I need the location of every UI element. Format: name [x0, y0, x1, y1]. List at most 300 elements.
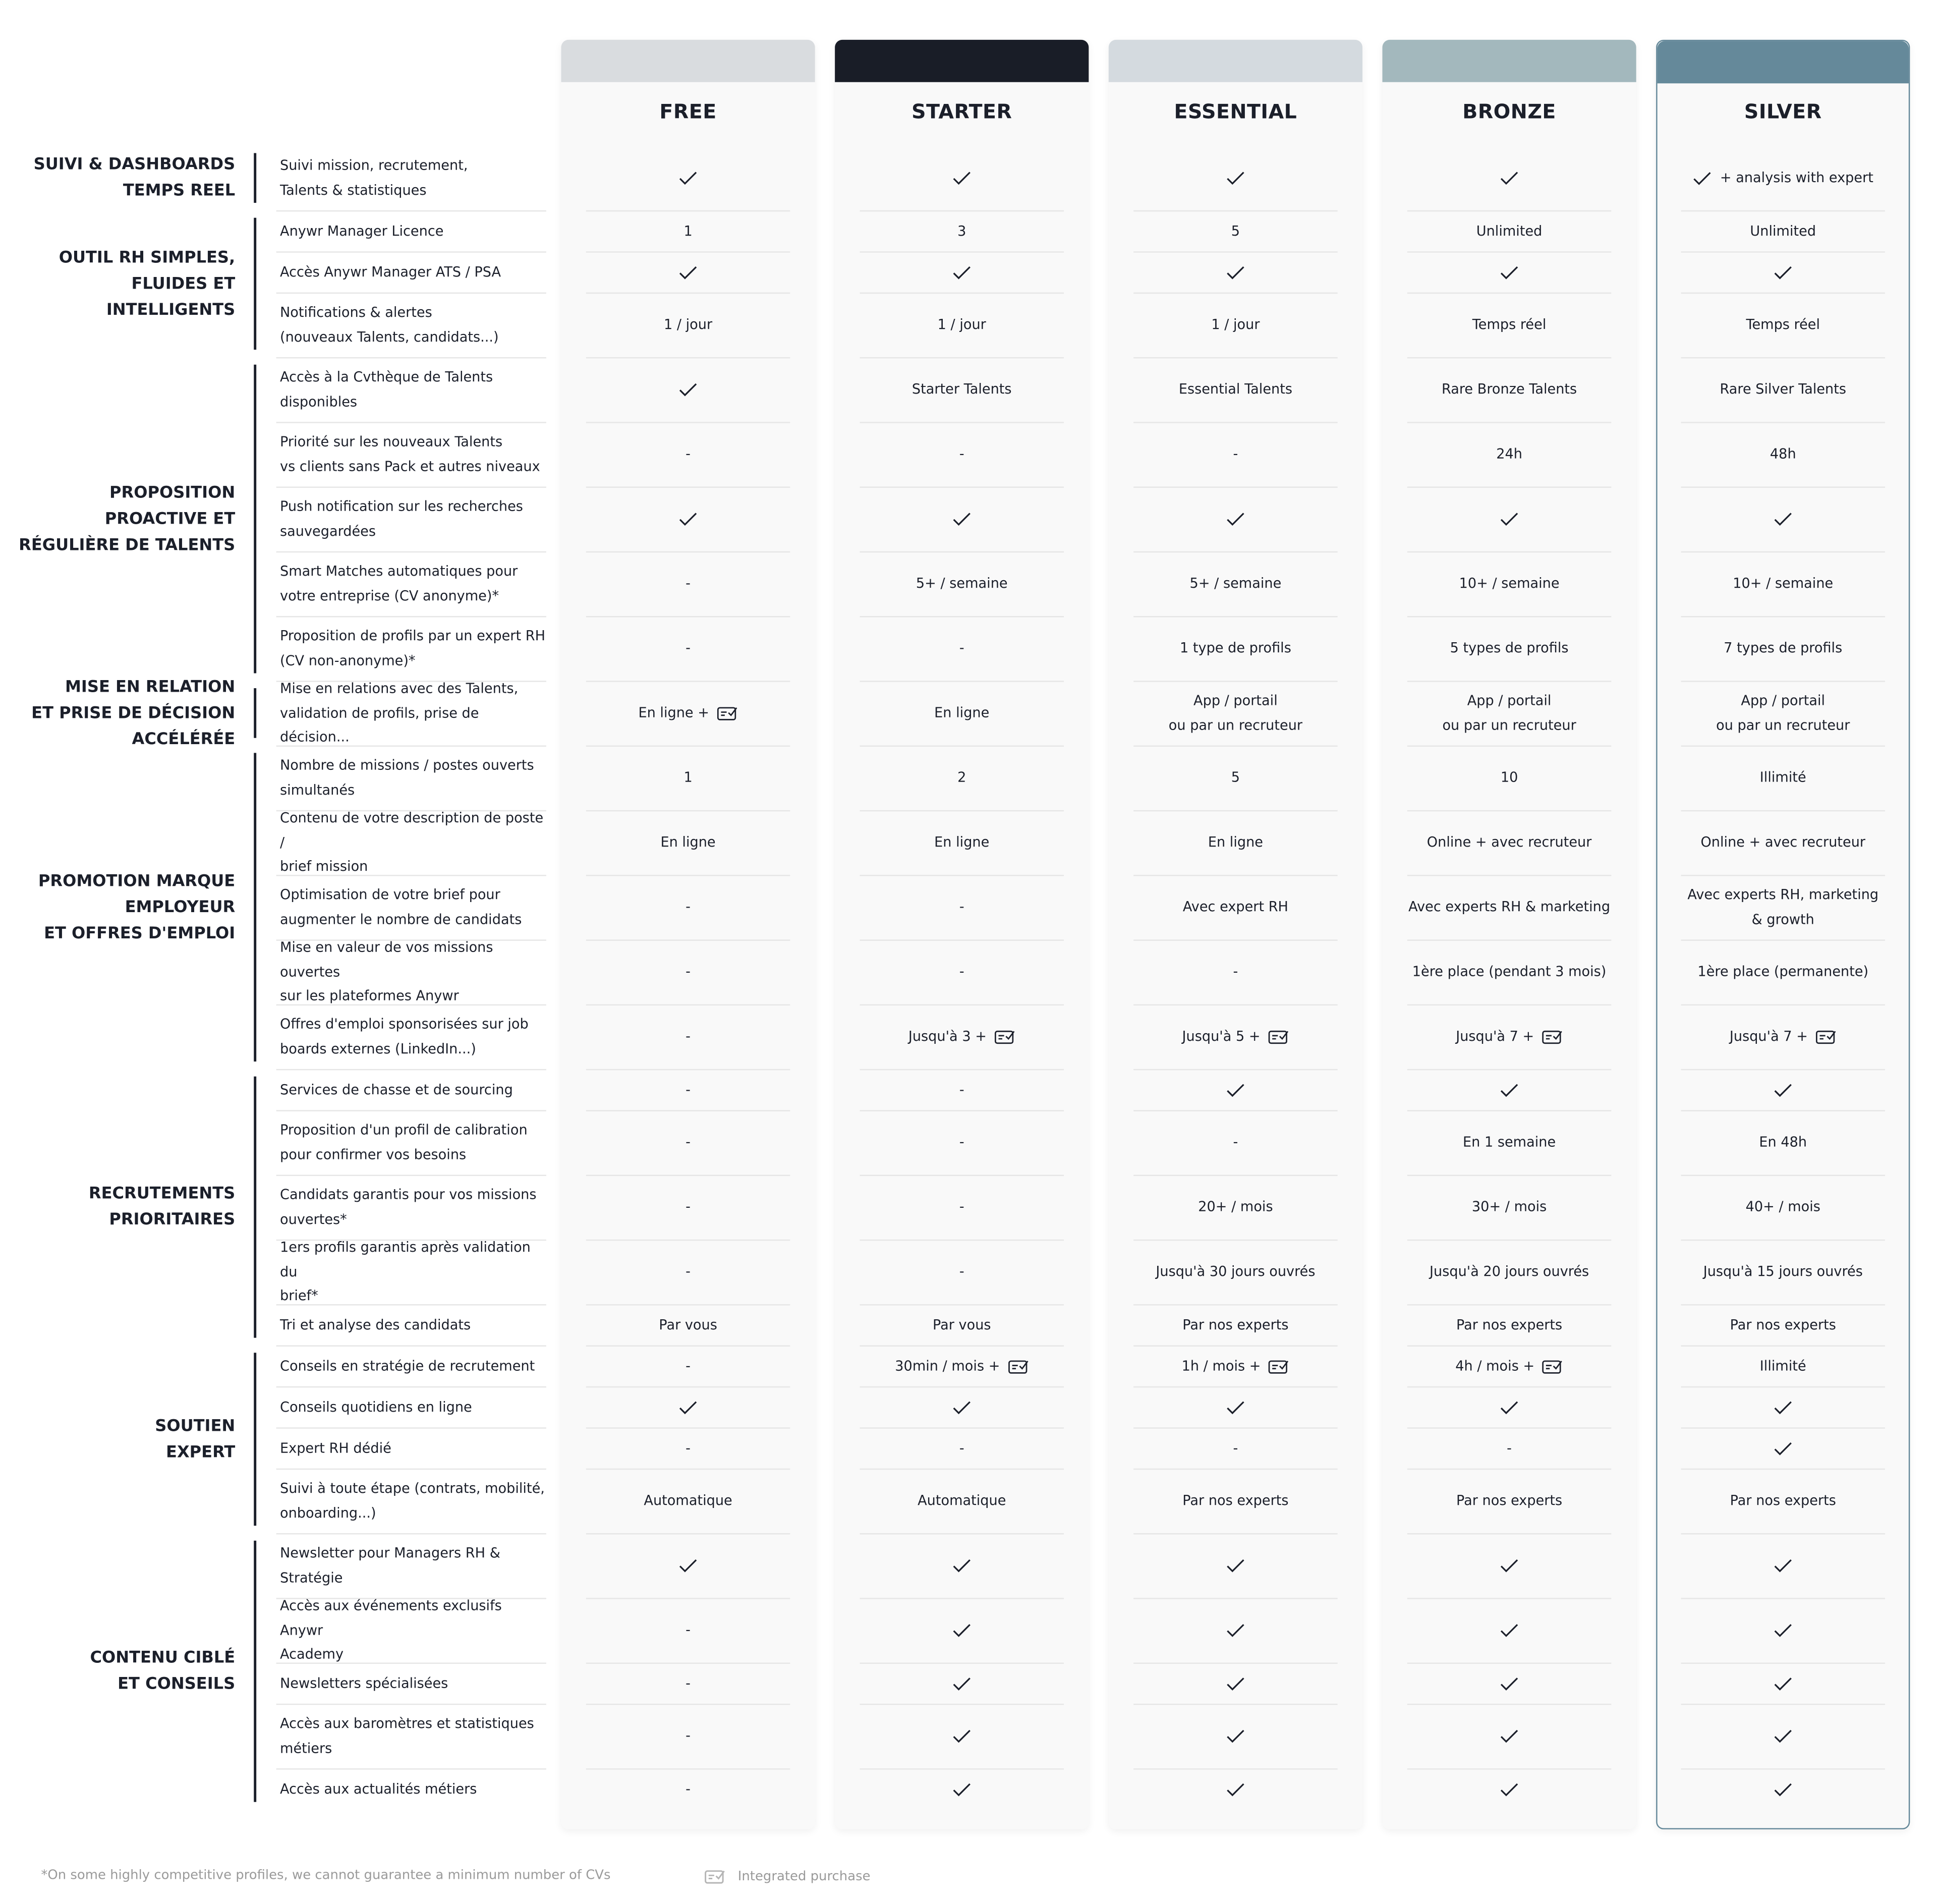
row-divider — [1133, 1346, 1338, 1347]
row-divider — [1407, 810, 1612, 811]
row-divider — [860, 1069, 1064, 1070]
cell-value: 4h / mois + — [1455, 1357, 1535, 1374]
row-divider — [276, 210, 546, 211]
feature-label: Accès aux événements exclusifs Anywr Academy — [280, 1597, 502, 1662]
row-divider — [586, 939, 790, 940]
row-divider — [1681, 1346, 1886, 1347]
plan-header-bar — [1658, 41, 1909, 83]
check-icon — [1773, 1558, 1793, 1573]
cell-value: - — [686, 1357, 691, 1374]
row-divider — [1133, 616, 1338, 617]
cell-value: Jusqu'à 3 + — [908, 1028, 987, 1045]
cell-essential — [1109, 766, 1362, 790]
row-divider — [1681, 486, 1886, 487]
row-divider — [1407, 1469, 1612, 1470]
cell-bronze — [1383, 1130, 1636, 1154]
cell-free — [561, 701, 815, 725]
cell-free — [561, 895, 815, 919]
plan-title-bronze: BRONZE — [1462, 99, 1556, 124]
check-icon — [1499, 1623, 1519, 1638]
cell-value: - — [686, 445, 691, 462]
group-label: RECRUTEMENTS PRIORITAIRES — [88, 1185, 236, 1230]
cell-value: Temps réel — [1746, 316, 1820, 333]
cell-value: - — [1233, 963, 1238, 980]
cell-starter — [835, 1130, 1089, 1154]
feature-label: Proposition de profils par un expert RH (CV non-anonyme)* — [280, 628, 545, 668]
cell-value: Rare Bronze Talents — [1441, 381, 1577, 398]
cell-value: - — [686, 1081, 691, 1098]
legend-label: Integrated purchase — [737, 1868, 871, 1884]
cell-value: - — [686, 1621, 691, 1638]
cell-value: - — [959, 1263, 964, 1280]
cell-silver — [1656, 766, 1910, 790]
cell-value: 20+ / mois — [1198, 1199, 1273, 1215]
cell-silver — [1656, 166, 1910, 190]
feature-label: Smart Matches automatiques pour votre entreprise (CV anonyme)* — [280, 563, 518, 604]
row-divider — [586, 293, 790, 294]
cell-value: Par vous — [932, 1316, 991, 1333]
row-divider — [860, 616, 1064, 617]
cell-value: - — [686, 1263, 691, 1280]
row-divider — [1407, 1069, 1612, 1070]
row-divider — [1407, 1704, 1612, 1705]
cell-bronze — [1383, 377, 1636, 402]
cell-starter — [835, 895, 1089, 919]
cell-starter — [835, 830, 1089, 855]
row-divider — [586, 251, 790, 252]
row-divider — [1133, 810, 1338, 811]
row-divider — [1681, 875, 1886, 876]
cell-value: 7 types de profils — [1724, 640, 1843, 656]
row-divider — [1133, 1004, 1338, 1005]
cell-free — [561, 1025, 815, 1049]
cell-value: En ligne — [934, 834, 990, 851]
cell-value: - — [686, 640, 691, 656]
cell-value: - — [686, 1134, 691, 1150]
check-icon — [1226, 512, 1245, 527]
cell-value: - — [959, 963, 964, 980]
row-divider — [860, 357, 1064, 358]
cell-value: - — [1233, 445, 1238, 462]
cell-silver — [1656, 830, 1910, 855]
row-divider — [276, 1386, 546, 1387]
cell-essential — [1109, 1313, 1362, 1337]
cell-value: - — [959, 1199, 964, 1215]
cell-essential — [1109, 1354, 1362, 1378]
check-icon — [1773, 1728, 1793, 1744]
check-icon — [1226, 171, 1245, 186]
cell-essential — [1109, 1260, 1362, 1284]
check-icon — [952, 1675, 972, 1691]
cell-essential — [1109, 171, 1362, 186]
row-divider — [860, 1427, 1064, 1428]
cell-value: 10 — [1500, 769, 1518, 786]
cell-bronze — [1383, 264, 1636, 279]
cell-silver — [1656, 442, 1910, 466]
row-divider — [1133, 1110, 1338, 1111]
cell-silver — [1656, 1025, 1910, 1049]
cell-value: - — [959, 1134, 964, 1150]
check-icon — [952, 1781, 972, 1797]
row-divider — [276, 875, 546, 876]
cell-bronze — [1383, 313, 1636, 337]
plan-title-essential: ESSENTIAL — [1174, 99, 1297, 124]
row-divider — [586, 810, 790, 811]
feature-label: Anywr Manager Licence — [280, 222, 444, 239]
cell-value: 1 / jour — [1211, 316, 1260, 333]
feature-label: Accès à la Cvthèque de Talents disponibles — [280, 369, 493, 410]
purchase-card-icon — [994, 1029, 1015, 1045]
feature-label: Suivi mission, recrutement, Talents & statistiques — [280, 157, 468, 198]
cell-starter — [835, 1260, 1089, 1284]
row-divider — [1133, 357, 1338, 358]
row-divider — [586, 422, 790, 423]
cell-bronze — [1383, 1082, 1636, 1097]
cell-free — [561, 1724, 815, 1748]
group-label: SOUTIEN EXPERT — [155, 1417, 236, 1462]
cell-starter — [835, 1399, 1089, 1415]
cell-silver — [1656, 1082, 1910, 1097]
row-divider — [276, 1663, 546, 1664]
row-divider — [1407, 1598, 1612, 1599]
plan-title-silver: SILVER — [1744, 99, 1822, 124]
cell-free — [561, 1130, 815, 1154]
cell-value: Par vous — [659, 1316, 717, 1333]
check-icon — [678, 1399, 698, 1415]
cell-starter — [835, 1623, 1089, 1638]
footnote: *On some highly competitive profiles, we cannot guarantee a minimum number of CVs — [41, 1868, 611, 1883]
row-divider — [276, 616, 546, 617]
group-divider — [254, 1541, 256, 1802]
cell-starter — [835, 766, 1089, 790]
cell-value: Automatique — [644, 1492, 732, 1509]
row-divider — [276, 1175, 546, 1176]
cell-silver — [1656, 1558, 1910, 1573]
row-divider — [276, 551, 546, 552]
cell-value: Jusqu'à 7 + — [1729, 1028, 1808, 1045]
cell-free — [561, 1777, 815, 1801]
cell-value: App / portail ou par un recruteur — [1168, 692, 1303, 733]
cell-value: - — [686, 1439, 691, 1456]
row-divider — [860, 875, 1064, 876]
cell-value: + analysis with expert — [1720, 170, 1873, 186]
purchase-card-icon — [1268, 1358, 1289, 1374]
cell-essential — [1109, 442, 1362, 466]
cell-starter — [835, 442, 1089, 466]
cell-silver — [1656, 377, 1910, 402]
row-divider — [1133, 551, 1338, 552]
cell-bronze — [1383, 766, 1636, 790]
row-divider — [860, 1663, 1064, 1664]
cell-value: 1 / jour — [663, 316, 713, 333]
cell-value: En 48h — [1759, 1134, 1807, 1150]
row-divider — [276, 1533, 546, 1534]
row-divider — [860, 1469, 1064, 1470]
check-icon — [1226, 1781, 1245, 1797]
feature-label: Priorité sur les nouveaux Talents vs clients sans Pack et autres niveaux — [280, 433, 540, 474]
row-divider — [586, 875, 790, 876]
cell-value: 10+ / semaine — [1459, 575, 1560, 592]
row-divider — [1133, 1304, 1338, 1305]
cell-bronze — [1383, 1558, 1636, 1573]
group-label: PROMOTION MARQUE EMPLOYEUR ET OFFRES D'EMPLOI — [38, 871, 236, 943]
row-divider — [1133, 210, 1338, 211]
row-divider — [1133, 1598, 1338, 1599]
group-label: PROPOSITION PROACTIVE ET RÉGULIÈRE DE TALENTS — [19, 483, 236, 554]
row-divider — [586, 1704, 790, 1705]
cell-value: - — [686, 1727, 691, 1744]
cell-free — [561, 1354, 815, 1378]
feature-label: Contenu de votre description de poste / brief mission — [280, 810, 544, 875]
cell-value: Jusqu'à 30 jours ouvrés — [1156, 1263, 1316, 1280]
cell-value: App / portail ou par un recruteur — [1442, 692, 1576, 733]
row-divider — [860, 210, 1064, 211]
cell-free — [561, 1618, 815, 1642]
check-icon — [952, 264, 972, 279]
cell-essential — [1109, 689, 1362, 737]
check-icon — [1499, 264, 1519, 279]
row-divider — [586, 551, 790, 552]
cell-value: Illimité — [1759, 769, 1806, 786]
feature-label: Accès Anywr Manager ATS / PSA — [280, 263, 501, 280]
cell-essential — [1109, 264, 1362, 279]
cell-silver — [1656, 1728, 1910, 1744]
cell-essential — [1109, 1728, 1362, 1744]
check-icon — [1226, 1558, 1245, 1573]
cell-essential — [1109, 1623, 1362, 1638]
cell-bronze — [1383, 171, 1636, 186]
cell-free — [561, 1313, 815, 1337]
row-divider — [276, 1304, 546, 1305]
cell-bronze — [1383, 512, 1636, 527]
feature-label: Services de chasse et de sourcing — [280, 1081, 513, 1098]
cell-essential — [1109, 377, 1362, 402]
row-divider — [860, 1346, 1064, 1347]
row-divider — [1681, 251, 1886, 252]
cell-value: En ligne + — [638, 704, 709, 721]
row-divider — [860, 293, 1064, 294]
cell-bronze — [1383, 1623, 1636, 1638]
row-divider — [586, 1004, 790, 1005]
row-divider — [860, 1004, 1064, 1005]
cell-value: - — [959, 445, 964, 462]
row-divider — [276, 1110, 546, 1111]
feature-label: Mise en relations avec des Talents, validation de profils, prise de décision... — [280, 680, 519, 745]
check-icon — [1226, 1675, 1245, 1691]
cell-essential — [1109, 636, 1362, 660]
cell-bronze — [1383, 1260, 1636, 1284]
row-divider — [860, 251, 1064, 252]
check-icon — [678, 171, 698, 186]
cell-value: 2 — [957, 769, 966, 786]
cell-starter — [835, 512, 1089, 527]
cell-free — [561, 766, 815, 790]
cell-bronze — [1383, 442, 1636, 466]
row-divider — [276, 1768, 546, 1769]
row-divider — [860, 1598, 1064, 1599]
cell-value: Unlimited — [1750, 222, 1816, 239]
cell-free — [561, 636, 815, 660]
cell-starter — [835, 1728, 1089, 1744]
row-divider — [1133, 1427, 1338, 1428]
row-divider — [860, 422, 1064, 423]
cell-value: - — [959, 899, 964, 915]
check-icon — [678, 264, 698, 279]
cell-value: - — [686, 1028, 691, 1045]
row-divider — [1681, 1704, 1886, 1705]
row-divider — [1133, 681, 1338, 682]
cell-value: 5+ / semaine — [1189, 575, 1282, 592]
check-icon — [678, 512, 698, 527]
group-divider — [254, 1353, 256, 1526]
row-divider — [1133, 1175, 1338, 1176]
row-divider — [276, 1069, 546, 1070]
row-divider — [1407, 1663, 1612, 1664]
cell-value: 48h — [1769, 445, 1796, 462]
row-divider — [1407, 486, 1612, 487]
row-divider — [1133, 1240, 1338, 1241]
group-divider — [254, 688, 256, 738]
cell-essential — [1109, 1195, 1362, 1219]
cell-value: Automatique — [918, 1492, 1006, 1509]
cell-starter — [835, 636, 1089, 660]
row-divider — [860, 1240, 1064, 1241]
row-divider — [276, 357, 546, 358]
row-divider — [276, 746, 546, 747]
row-divider — [1681, 1110, 1886, 1111]
cell-value: 30min / mois + — [895, 1357, 1000, 1374]
cell-free — [561, 1399, 815, 1415]
row-divider — [1681, 1533, 1886, 1534]
feature-label: 1ers profils garantis après validation du brief* — [280, 1239, 531, 1304]
row-divider — [1133, 1386, 1338, 1387]
row-divider — [1407, 1240, 1612, 1241]
cell-value: Starter Talents — [911, 381, 1012, 398]
cell-bronze — [1383, 1675, 1636, 1691]
row-divider — [1407, 1533, 1612, 1534]
cell-essential — [1109, 572, 1362, 596]
cell-essential — [1109, 1558, 1362, 1573]
cell-silver — [1656, 313, 1910, 337]
cell-value: Avec experts RH & marketing — [1408, 899, 1611, 915]
cell-value: 5 — [1231, 769, 1240, 786]
plan-header-bar — [561, 40, 815, 82]
cell-value: - — [1233, 1134, 1238, 1150]
cell-silver — [1656, 572, 1910, 596]
row-divider — [1681, 210, 1886, 211]
row-divider — [860, 810, 1064, 811]
check-icon — [1499, 1399, 1519, 1415]
cell-value: Online + avec recruteur — [1700, 834, 1866, 851]
cell-free — [561, 219, 815, 243]
row-divider — [586, 1346, 790, 1347]
cell-value: Par nos experts — [1456, 1316, 1563, 1333]
row-divider — [586, 1069, 790, 1070]
row-divider — [1681, 357, 1886, 358]
row-divider — [860, 681, 1064, 682]
row-divider — [1133, 746, 1338, 747]
purchase-card-icon — [1542, 1358, 1563, 1374]
cell-value: Par nos experts — [1730, 1492, 1836, 1509]
cell-essential — [1109, 1130, 1362, 1154]
cell-bronze — [1383, 689, 1636, 737]
cell-bronze — [1383, 1195, 1636, 1219]
cell-essential — [1109, 313, 1362, 337]
cell-value: 3 — [957, 222, 966, 239]
row-divider — [586, 1598, 790, 1599]
cell-value: - — [686, 1199, 691, 1215]
cell-value: En ligne — [1208, 834, 1264, 851]
check-icon — [952, 1399, 972, 1415]
purchase-card-icon — [1268, 1029, 1289, 1045]
row-divider — [1681, 939, 1886, 940]
row-divider — [276, 1427, 546, 1428]
check-icon — [1499, 1082, 1519, 1097]
cell-silver — [1656, 1440, 1910, 1455]
row-divider — [1681, 746, 1886, 747]
cell-value: En 1 semaine — [1462, 1134, 1556, 1150]
cell-value: Avec experts RH, marketing & growth — [1687, 886, 1879, 927]
cell-free — [561, 1260, 815, 1284]
row-divider — [1407, 293, 1612, 294]
cell-value: Online + avec recruteur — [1426, 834, 1592, 851]
row-divider — [860, 1768, 1064, 1769]
cell-essential — [1109, 1436, 1362, 1460]
row-divider — [1407, 681, 1612, 682]
cell-value: 1 — [683, 222, 693, 239]
cell-value: Jusqu'à 7 + — [1456, 1028, 1534, 1045]
cell-value: 5+ / semaine — [916, 575, 1008, 592]
cell-value: Rare Silver Talents — [1720, 381, 1847, 398]
check-icon — [1226, 1623, 1245, 1638]
cell-value: Jusqu'à 15 jours ouvrés — [1703, 1263, 1863, 1280]
check-icon — [1773, 1399, 1793, 1415]
row-divider — [276, 1004, 546, 1005]
cell-bronze — [1383, 1354, 1636, 1378]
cell-bronze — [1383, 636, 1636, 660]
cell-value: 40+ / mois — [1745, 1199, 1820, 1215]
row-divider — [1681, 1768, 1886, 1769]
cell-free — [561, 171, 815, 186]
cell-bronze — [1383, 1781, 1636, 1797]
row-divider — [1133, 1704, 1338, 1705]
cell-bronze — [1383, 1025, 1636, 1049]
cell-value: Par nos experts — [1456, 1492, 1563, 1509]
row-divider — [586, 1533, 790, 1534]
row-divider — [276, 1469, 546, 1470]
check-icon — [1773, 1623, 1793, 1638]
cell-value: - — [1507, 1439, 1512, 1456]
cell-bronze — [1383, 1728, 1636, 1744]
cell-bronze — [1383, 219, 1636, 243]
row-divider — [1407, 1175, 1612, 1176]
cell-silver — [1656, 1313, 1910, 1337]
row-divider — [586, 1427, 790, 1428]
row-divider — [1133, 1768, 1338, 1769]
row-divider — [1133, 486, 1338, 487]
row-divider — [1681, 616, 1886, 617]
cell-starter — [835, 1354, 1089, 1378]
cell-essential — [1109, 512, 1362, 527]
cell-bronze — [1383, 895, 1636, 919]
cell-starter — [835, 1025, 1089, 1049]
cell-free — [561, 442, 815, 466]
purchase-card-icon — [1815, 1029, 1837, 1045]
cell-value: 1 — [683, 769, 693, 786]
cell-silver — [1656, 689, 1910, 737]
feature-label: Offres d'emploi sponsorisées sur job boards externes (LinkedIn...) — [280, 1016, 529, 1057]
plan-title-free: FREE — [659, 99, 717, 124]
